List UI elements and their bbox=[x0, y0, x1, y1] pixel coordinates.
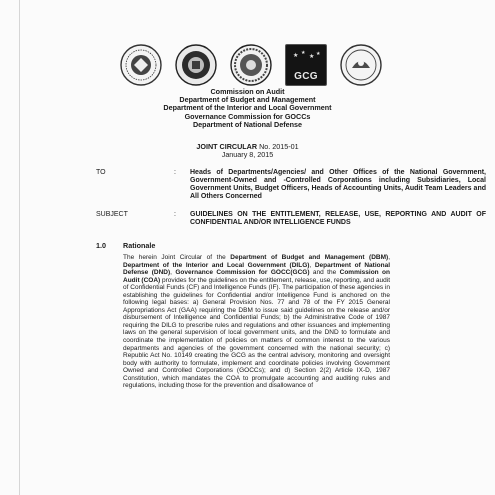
gcg-logo-text: GCG bbox=[294, 71, 318, 82]
gcg-logo-icon bbox=[285, 44, 327, 86]
dbm-seal-icon bbox=[175, 44, 217, 86]
body-bold-dbm: Department of Budget and Management (DBM) bbox=[230, 254, 389, 261]
agency-line: Department of National Defense bbox=[192, 119, 303, 129]
body-bold-dilg: Department of the Interior and Local Government (DILG) bbox=[123, 261, 310, 269]
agency-line: Department of the Interior and Local Government bbox=[163, 103, 332, 113]
body-text-run: provides for the guidelines on the entitlement, release, use, reporting, and audit of Confidential Funds (CF) and Intelligence Funds (IF). The participation of these agencies in establishing the guidelines for Confidential and/or Intelligence Fund is anchored on the following legal bases: a) General Provision Nos. 77 and 78 of the FY 2015 General Appropriations Act (GAA) requiring the DBM to issue said guidelines on the release and/or disbursement of Intelligence and Confidential Funds; b) the Administrative Code of 1987 requiring the DILG to prescribe rules and regulations and other issuances and implementing laws on the general supervision of local government units, and the DND to formulate and coordinate the implementation of policies on matters of common interest to the various departments and agencies of the government concerned with the national security; c) Republic Act No. 10149 creating the GCG as the central advisory, monitoring and oversight body with authority to formulate, implement and coordinate policies involving Government Owned and Controlled Corporations (GOCCs); and d) Section 2(2) Article IX-D, 1987 Constitution, which mandates the COA to promulgate accounting and auditing rules and regulations, including those for the prevention and disallowance of bbox=[123, 276, 390, 390]
body-text-run: , bbox=[170, 269, 176, 277]
seal-row bbox=[120, 44, 382, 86]
section-number: 1.0 bbox=[96, 241, 106, 250]
subject-value: GUIDELINES ON THE ENTITLEMENT, RELEASE, USE, REPORTING AND AUDIT OF CONFIDENTIAL AND/OR INTELLIGENCE FUNDS bbox=[190, 211, 486, 226]
to-label: TO bbox=[96, 169, 106, 176]
rationale-paragraph bbox=[123, 254, 390, 390]
circular-heading bbox=[0, 143, 495, 160]
section-title: Rationale bbox=[123, 241, 156, 250]
body-bold-dnd: Department of National Defense (DND) bbox=[123, 261, 390, 277]
svg-text:★: ★ bbox=[316, 51, 321, 57]
body-text-run: , bbox=[388, 254, 391, 261]
agency-line: Commission on Audit bbox=[210, 87, 285, 96]
svg-text:★: ★ bbox=[301, 50, 306, 56]
body-text-run: , bbox=[309, 261, 315, 269]
circular-title: JOINT CIRCULAR bbox=[196, 142, 258, 151]
agency-line: Governance Commission for GOCCs bbox=[184, 111, 311, 121]
page-edge-line bbox=[19, 0, 20, 495]
agency-line: Department of Budget and Management bbox=[179, 95, 316, 105]
body-bold-gcg: Governance Commission for GOCC(GCG) bbox=[175, 269, 310, 277]
body-text-run: and the bbox=[309, 269, 340, 277]
body-bold-coa: Commission on Audit (COA) bbox=[123, 269, 390, 284]
subject-colon: : bbox=[174, 211, 176, 218]
issuing-agencies bbox=[0, 88, 495, 129]
circular-number: No. 2015-01 bbox=[259, 142, 299, 151]
to-value: Heads of Departments/Agencies/ and Other Offices of the National Government, Government-Owned and -Controlled Corporations including Subsidiaries, Local Government Units, Budget Officers, Heads of Accounting Units, Audit Team Leaders and All Others Concerned bbox=[190, 169, 486, 200]
svg-text:★: ★ bbox=[309, 53, 315, 60]
body-text-run: The herein Joint Circular of the bbox=[123, 254, 231, 261]
dilg-seal-icon bbox=[230, 44, 272, 86]
svg-text:★: ★ bbox=[293, 52, 299, 59]
subject-label: SUBJECT bbox=[96, 211, 128, 218]
circular-date: January 8, 2015 bbox=[221, 150, 274, 160]
dnd-seal-icon bbox=[340, 44, 382, 86]
commission-on-audit-seal-icon bbox=[120, 44, 162, 86]
to-colon: : bbox=[174, 169, 176, 176]
